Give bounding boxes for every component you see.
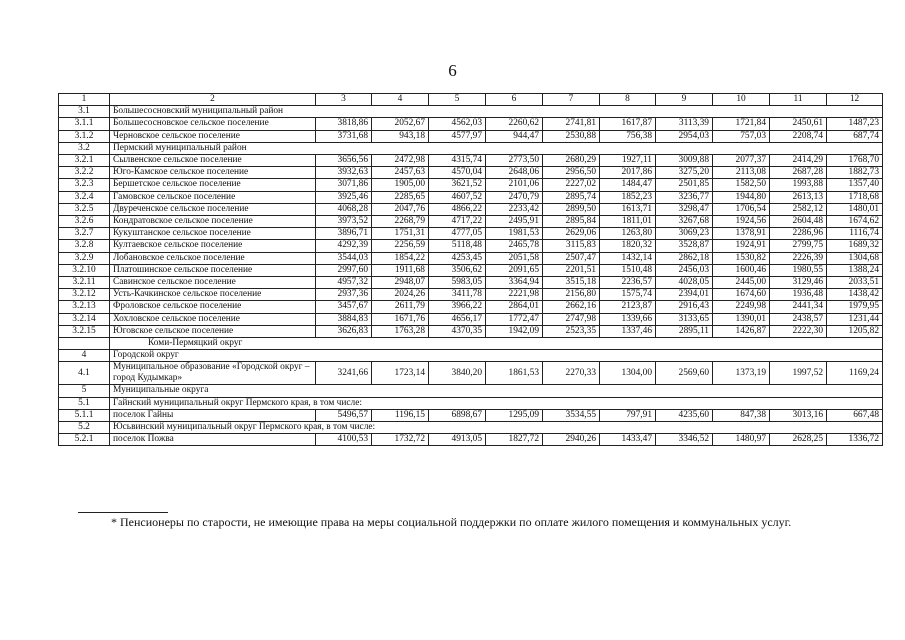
value-cell: 1575,74 xyxy=(600,289,656,301)
value-cell: 1295,09 xyxy=(486,409,543,421)
settlement-name-cell: Двуреченское сельское поселение xyxy=(110,203,316,215)
value-cell: 6898,67 xyxy=(429,409,486,421)
value-cell: 1772,47 xyxy=(486,313,543,325)
value-cell: 3544,03 xyxy=(316,252,372,264)
settlement-name-cell: Черновское сельское поселение xyxy=(110,130,316,142)
value-cell: 3506,62 xyxy=(429,264,486,276)
value-cell: 3236,77 xyxy=(656,191,713,203)
table-row xyxy=(59,130,883,142)
table-row xyxy=(59,313,883,325)
value-cell: 1336,72 xyxy=(827,434,883,446)
settlement-name-cell: Кондратовское сельское поселение xyxy=(110,216,316,228)
footnote: * Пенсионеры по старости, не имеющие права на меры социальной поддержки по оплате жилого помещения и коммунальных услуг. xyxy=(111,515,792,529)
value-cell: 3656,56 xyxy=(316,155,372,167)
value-cell: 2256,59 xyxy=(372,240,429,252)
value-cell: 2285,65 xyxy=(372,191,429,203)
value-cell: 2916,43 xyxy=(656,301,713,313)
value-cell: 1861,53 xyxy=(486,362,543,385)
value-cell: 1582,50 xyxy=(713,179,770,191)
settlement-name-cell: Юго-Камское сельское поселение xyxy=(110,167,316,179)
value-cell: 4913,05 xyxy=(429,434,486,446)
settlement-name-cell: Юговское сельское поселение xyxy=(110,325,316,337)
value-cell: 3528,87 xyxy=(656,240,713,252)
table-row xyxy=(59,228,883,240)
value-cell: 2047,76 xyxy=(372,203,429,215)
value-cell: 2940,26 xyxy=(543,434,600,446)
value-cell: 1706,54 xyxy=(713,203,770,215)
value-cell: 1852,23 xyxy=(600,191,656,203)
value-cell: 2260,62 xyxy=(486,118,543,130)
settlement-name-cell: Савинское сельское поселение xyxy=(110,277,316,289)
value-cell: 1768,70 xyxy=(827,155,883,167)
value-cell: 2113,08 xyxy=(713,167,770,179)
value-cell: 2017,86 xyxy=(600,167,656,179)
value-cell: 2456,03 xyxy=(656,264,713,276)
table-header-row xyxy=(59,94,883,106)
value-cell: 1854,22 xyxy=(372,252,429,264)
row-code-cell: 5.2 xyxy=(59,422,110,434)
column-number-cell: 12 xyxy=(827,94,883,106)
value-cell: 3115,83 xyxy=(543,240,600,252)
value-cell: 1944,80 xyxy=(713,191,770,203)
value-cell: 3113,39 xyxy=(656,118,713,130)
value-cell: 2613,13 xyxy=(770,191,827,203)
value-cell: 2270,33 xyxy=(543,362,600,385)
value-cell: 3364,94 xyxy=(486,277,543,289)
row-code-cell: 4.1 xyxy=(59,362,110,385)
value-cell: 2895,84 xyxy=(543,216,600,228)
value-cell: 2208,74 xyxy=(770,130,827,142)
footnote-rule xyxy=(78,512,168,513)
page-number: 6 xyxy=(448,61,457,80)
value-cell: 2799,75 xyxy=(770,240,827,252)
value-cell: 2937,36 xyxy=(316,289,372,301)
table-row xyxy=(59,216,883,228)
value-cell: 1763,28 xyxy=(372,325,429,337)
value-cell: 2997,60 xyxy=(316,264,372,276)
value-cell: 2123,87 xyxy=(600,301,656,313)
value-cell: 2582,12 xyxy=(770,203,827,215)
table-row xyxy=(59,167,883,179)
value-cell: 2862,18 xyxy=(656,252,713,264)
value-cell: 3133,65 xyxy=(656,313,713,325)
value-cell: 1426,87 xyxy=(713,325,770,337)
value-cell: 2101,06 xyxy=(486,179,543,191)
column-number-cell: 1 xyxy=(59,94,110,106)
value-cell: 2895,11 xyxy=(656,325,713,337)
value-cell: 1487,23 xyxy=(827,118,883,130)
value-cell: 1674,60 xyxy=(713,289,770,301)
value-cell: 2051,58 xyxy=(486,252,543,264)
value-cell: 2226,39 xyxy=(770,252,827,264)
value-cell: 4866,22 xyxy=(429,203,486,215)
value-cell: 4370,35 xyxy=(429,325,486,337)
value-cell: 1924,56 xyxy=(713,216,770,228)
section-row xyxy=(59,397,883,409)
value-cell: 3515,18 xyxy=(543,277,600,289)
value-cell: 2201,51 xyxy=(543,264,600,276)
value-cell: 5496,57 xyxy=(316,409,372,421)
value-cell: 1337,46 xyxy=(600,325,656,337)
value-cell: 4028,05 xyxy=(656,277,713,289)
row-code-cell: 3.2.2 xyxy=(59,167,110,179)
section-row xyxy=(59,106,883,118)
row-code-cell: 5.2.1 xyxy=(59,434,110,446)
value-cell: 2024,26 xyxy=(372,289,429,301)
table-row xyxy=(59,155,883,167)
value-cell: 2470,79 xyxy=(486,191,543,203)
value-cell: 2680,29 xyxy=(543,155,600,167)
section-title-cell: Большесосновский муниципальный район xyxy=(110,106,883,118)
column-number-cell: 6 xyxy=(486,94,543,106)
value-cell: 3621,52 xyxy=(429,179,486,191)
value-cell: 2450,61 xyxy=(770,118,827,130)
value-cell: 2033,51 xyxy=(827,277,883,289)
value-cell: 1674,62 xyxy=(827,216,883,228)
value-cell: 1811,01 xyxy=(600,216,656,228)
value-cell: 2741,81 xyxy=(543,118,600,130)
row-code-cell: 3.2 xyxy=(59,142,110,154)
value-cell: 3731,68 xyxy=(316,130,372,142)
value-cell: 1480,01 xyxy=(827,203,883,215)
value-cell: 3009,88 xyxy=(656,155,713,167)
value-cell: 2227,02 xyxy=(543,179,600,191)
value-cell: 2472,98 xyxy=(372,155,429,167)
row-code-cell: 3.1 xyxy=(59,106,110,118)
column-number-cell: 7 xyxy=(543,94,600,106)
value-cell: 2747,98 xyxy=(543,313,600,325)
value-cell: 2236,57 xyxy=(600,277,656,289)
value-cell: 1530,82 xyxy=(713,252,770,264)
settlement-name-cell: Сылвенское сельское поселение xyxy=(110,155,316,167)
row-code-cell: 5.1 xyxy=(59,397,110,409)
value-cell: 1231,44 xyxy=(827,313,883,325)
value-cell: 1205,82 xyxy=(827,325,883,337)
value-cell: 1732,72 xyxy=(372,434,429,446)
value-cell: 1942,09 xyxy=(486,325,543,337)
section-title-cell: Муниципальные округа xyxy=(110,385,883,397)
value-cell: 2441,34 xyxy=(770,301,827,313)
value-cell: 2457,63 xyxy=(372,167,429,179)
value-cell: 1263,80 xyxy=(600,228,656,240)
value-cell: 1820,32 xyxy=(600,240,656,252)
section-title-cell: Гайнский муниципальный округ Пермского края, в том числе: xyxy=(110,397,883,409)
value-cell: 2895,74 xyxy=(543,191,600,203)
value-cell: 2687,28 xyxy=(770,167,827,179)
settlement-name-cell: Большесосновское сельское поселение xyxy=(110,118,316,130)
value-cell: 1882,73 xyxy=(827,167,883,179)
row-code-cell: 3.2.13 xyxy=(59,301,110,313)
row-code-cell: 3.2.4 xyxy=(59,191,110,203)
value-cell: 2286,96 xyxy=(770,228,827,240)
value-cell: 2495,91 xyxy=(486,216,543,228)
value-cell: 3241,66 xyxy=(316,362,372,385)
row-code-cell: 3.2.3 xyxy=(59,179,110,191)
value-cell: 1438,42 xyxy=(827,289,883,301)
value-cell: 1718,68 xyxy=(827,191,883,203)
value-cell: 3534,55 xyxy=(543,409,600,421)
column-number-cell: 11 xyxy=(770,94,827,106)
value-cell: 2268,79 xyxy=(372,216,429,228)
value-cell: 4253,45 xyxy=(429,252,486,264)
value-cell: 1510,48 xyxy=(600,264,656,276)
row-code-cell: 3.2.8 xyxy=(59,240,110,252)
row-code-cell: 3.2.14 xyxy=(59,313,110,325)
settlement-name-cell: Хохловское сельское поселение xyxy=(110,313,316,325)
value-cell: 2052,67 xyxy=(372,118,429,130)
column-number-cell: 3 xyxy=(316,94,372,106)
value-cell: 2948,07 xyxy=(372,277,429,289)
value-cell: 5118,48 xyxy=(429,240,486,252)
value-cell: 2507,47 xyxy=(543,252,600,264)
value-cell: 1390,01 xyxy=(713,313,770,325)
row-code-cell: 3.1.2 xyxy=(59,130,110,142)
table-row xyxy=(59,362,883,385)
value-cell: 2438,57 xyxy=(770,313,827,325)
value-cell: 1936,48 xyxy=(770,289,827,301)
section-title-cell: Пермский муниципальный район xyxy=(110,142,883,154)
value-cell: 1432,14 xyxy=(600,252,656,264)
value-cell: 1484,47 xyxy=(600,179,656,191)
value-cell: 1433,47 xyxy=(600,434,656,446)
settlement-name-cell: Платошинское сельское поселение xyxy=(110,264,316,276)
section-row xyxy=(59,422,883,434)
value-cell: 3925,46 xyxy=(316,191,372,203)
table-row xyxy=(59,289,883,301)
column-number-cell: 2 xyxy=(110,94,316,106)
settlement-name-cell: поселок Гайны xyxy=(110,409,316,421)
row-code-cell: 3.2.11 xyxy=(59,277,110,289)
value-cell: 3966,22 xyxy=(429,301,486,313)
value-cell: 3298,47 xyxy=(656,203,713,215)
table-row xyxy=(59,325,883,337)
value-cell: 4235,60 xyxy=(656,409,713,421)
value-cell: 3884,83 xyxy=(316,313,372,325)
value-cell: 2077,37 xyxy=(713,155,770,167)
value-cell: 2899,50 xyxy=(543,203,600,215)
column-number-cell: 8 xyxy=(600,94,656,106)
value-cell: 1911,68 xyxy=(372,264,429,276)
value-cell: 1339,66 xyxy=(600,313,656,325)
value-cell: 4656,17 xyxy=(429,313,486,325)
value-cell: 2414,29 xyxy=(770,155,827,167)
row-code-cell: 5 xyxy=(59,385,110,397)
value-cell: 4607,52 xyxy=(429,191,486,203)
value-cell: 2604,48 xyxy=(770,216,827,228)
table-row xyxy=(59,203,883,215)
value-cell: 3932,63 xyxy=(316,167,372,179)
value-cell: 667,48 xyxy=(827,409,883,421)
value-cell: 3411,78 xyxy=(429,289,486,301)
value-cell: 4957,32 xyxy=(316,277,372,289)
data-table xyxy=(58,93,883,446)
value-cell: 1304,00 xyxy=(600,362,656,385)
value-cell: 944,47 xyxy=(486,130,543,142)
value-cell: 1373,19 xyxy=(713,362,770,385)
value-cell: 1169,24 xyxy=(827,362,883,385)
row-code-cell: 3.2.9 xyxy=(59,252,110,264)
value-cell: 2611,79 xyxy=(372,301,429,313)
value-cell: 1980,55 xyxy=(770,264,827,276)
column-number-cell: 9 xyxy=(656,94,713,106)
section-title-cell: Городской округ xyxy=(110,350,883,362)
value-cell: 4577,97 xyxy=(429,130,486,142)
value-cell: 1689,32 xyxy=(827,240,883,252)
row-code-cell: 3.2.1 xyxy=(59,155,110,167)
value-cell: 2569,60 xyxy=(656,362,713,385)
value-cell: 1827,72 xyxy=(486,434,543,446)
value-cell: 1116,74 xyxy=(827,228,883,240)
value-cell: 757,03 xyxy=(713,130,770,142)
table-row xyxy=(59,191,883,203)
value-cell: 2249,98 xyxy=(713,301,770,313)
value-cell: 3346,52 xyxy=(656,434,713,446)
value-cell: 3129,46 xyxy=(770,277,827,289)
row-code-cell: 3.2.5 xyxy=(59,203,110,215)
row-code-cell: 3.2.7 xyxy=(59,228,110,240)
table-row xyxy=(59,179,883,191)
value-cell: 3013,16 xyxy=(770,409,827,421)
row-code-cell: 3.2.10 xyxy=(59,264,110,276)
value-cell: 4100,53 xyxy=(316,434,372,446)
value-cell: 3457,67 xyxy=(316,301,372,313)
value-cell: 1613,71 xyxy=(600,203,656,215)
value-cell: 2530,88 xyxy=(543,130,600,142)
value-cell: 3275,20 xyxy=(656,167,713,179)
settlement-name-cell: Муниципальное образование «Городской округ – город Кудымкар» xyxy=(110,362,316,385)
table-row xyxy=(59,301,883,313)
table-row xyxy=(59,240,883,252)
value-cell: 4315,74 xyxy=(429,155,486,167)
settlement-name-cell: Фроловское сельское поселение xyxy=(110,301,316,313)
value-cell: 2523,35 xyxy=(543,325,600,337)
value-cell: 2954,03 xyxy=(656,130,713,142)
value-cell: 1924,91 xyxy=(713,240,770,252)
value-cell: 1751,31 xyxy=(372,228,429,240)
table-row xyxy=(59,264,883,276)
value-cell: 1617,87 xyxy=(600,118,656,130)
value-cell: 2864,01 xyxy=(486,301,543,313)
value-cell: 1196,15 xyxy=(372,409,429,421)
table-row xyxy=(59,434,883,446)
value-cell: 3267,68 xyxy=(656,216,713,228)
value-cell: 2629,06 xyxy=(543,228,600,240)
value-cell: 1304,68 xyxy=(827,252,883,264)
row-code-cell: 3.1.1 xyxy=(59,118,110,130)
value-cell: 1671,76 xyxy=(372,313,429,325)
value-cell: 1981,53 xyxy=(486,228,543,240)
value-cell: 2956,50 xyxy=(543,167,600,179)
value-cell: 4717,22 xyxy=(429,216,486,228)
value-cell: 756,38 xyxy=(600,130,656,142)
section-title-cell: Юсьвинский муниципальный округ Пермского края, в том числе: xyxy=(110,422,883,434)
value-cell: 2091,65 xyxy=(486,264,543,276)
settlement-name-cell: Гамовское сельское поселение xyxy=(110,191,316,203)
value-cell: 4292,39 xyxy=(316,240,372,252)
value-cell: 2221,98 xyxy=(486,289,543,301)
column-number-cell: 5 xyxy=(429,94,486,106)
value-cell: 5983,05 xyxy=(429,277,486,289)
value-cell: 2773,50 xyxy=(486,155,543,167)
row-code-cell: 3.2.15 xyxy=(59,325,110,337)
value-cell: 797,91 xyxy=(600,409,656,421)
value-cell: 4777,05 xyxy=(429,228,486,240)
column-number-cell: 4 xyxy=(372,94,429,106)
table-row xyxy=(59,118,883,130)
table-row xyxy=(59,277,883,289)
value-cell: 2222,30 xyxy=(770,325,827,337)
value-cell: 2394,01 xyxy=(656,289,713,301)
value-cell: 1357,40 xyxy=(827,179,883,191)
section-row xyxy=(59,338,883,350)
settlement-name-cell: Лобановское сельское поселение xyxy=(110,252,316,264)
settlement-name-cell: Бершетское сельское поселение xyxy=(110,179,316,191)
value-cell: 2445,00 xyxy=(713,277,770,289)
value-cell: 2465,78 xyxy=(486,240,543,252)
settlement-name-cell: Култаевское сельское поселение xyxy=(110,240,316,252)
value-cell: 2233,42 xyxy=(486,203,543,215)
value-cell: 1723,14 xyxy=(372,362,429,385)
value-cell: 1388,24 xyxy=(827,264,883,276)
value-cell: 2648,06 xyxy=(486,167,543,179)
value-cell: 2662,16 xyxy=(543,301,600,313)
value-cell: 3840,20 xyxy=(429,362,486,385)
value-cell: 3896,71 xyxy=(316,228,372,240)
value-cell: 2628,25 xyxy=(770,434,827,446)
section-row xyxy=(59,385,883,397)
section-title-cell: Коми-Пермяцкий округ xyxy=(110,338,883,350)
row-code-cell: 4 xyxy=(59,350,110,362)
value-cell: 687,74 xyxy=(827,130,883,142)
value-cell: 3069,23 xyxy=(656,228,713,240)
value-cell: 1721,84 xyxy=(713,118,770,130)
empty-code-cell xyxy=(59,338,110,350)
value-cell: 943,18 xyxy=(372,130,429,142)
row-code-cell: 5.1.1 xyxy=(59,409,110,421)
settlement-name-cell: Усть-Качкинское сельское поселение xyxy=(110,289,316,301)
data-table-container xyxy=(58,93,882,446)
value-cell: 1997,52 xyxy=(770,362,827,385)
row-code-cell: 3.2.6 xyxy=(59,216,110,228)
value-cell: 1905,00 xyxy=(372,179,429,191)
value-cell: 4562,03 xyxy=(429,118,486,130)
value-cell: 1480,97 xyxy=(713,434,770,446)
value-cell: 2501,85 xyxy=(656,179,713,191)
value-cell: 1600,46 xyxy=(713,264,770,276)
table-row xyxy=(59,252,883,264)
value-cell: 1993,88 xyxy=(770,179,827,191)
settlement-name-cell: Кукуштанское сельское поселение xyxy=(110,228,316,240)
section-row xyxy=(59,142,883,154)
value-cell: 1927,11 xyxy=(600,155,656,167)
value-cell: 2156,80 xyxy=(543,289,600,301)
settlement-name-cell: поселок Пожва xyxy=(110,434,316,446)
value-cell: 3818,86 xyxy=(316,118,372,130)
value-cell: 3626,83 xyxy=(316,325,372,337)
value-cell: 4570,04 xyxy=(429,167,486,179)
value-cell: 1979,95 xyxy=(827,301,883,313)
column-number-cell: 10 xyxy=(713,94,770,106)
value-cell: 4068,28 xyxy=(316,203,372,215)
value-cell: 3973,52 xyxy=(316,216,372,228)
value-cell: 847,38 xyxy=(713,409,770,421)
value-cell: 1378,91 xyxy=(713,228,770,240)
value-cell: 3071,86 xyxy=(316,179,372,191)
table-row xyxy=(59,409,883,421)
section-row xyxy=(59,350,883,362)
row-code-cell: 3.2.12 xyxy=(59,289,110,301)
